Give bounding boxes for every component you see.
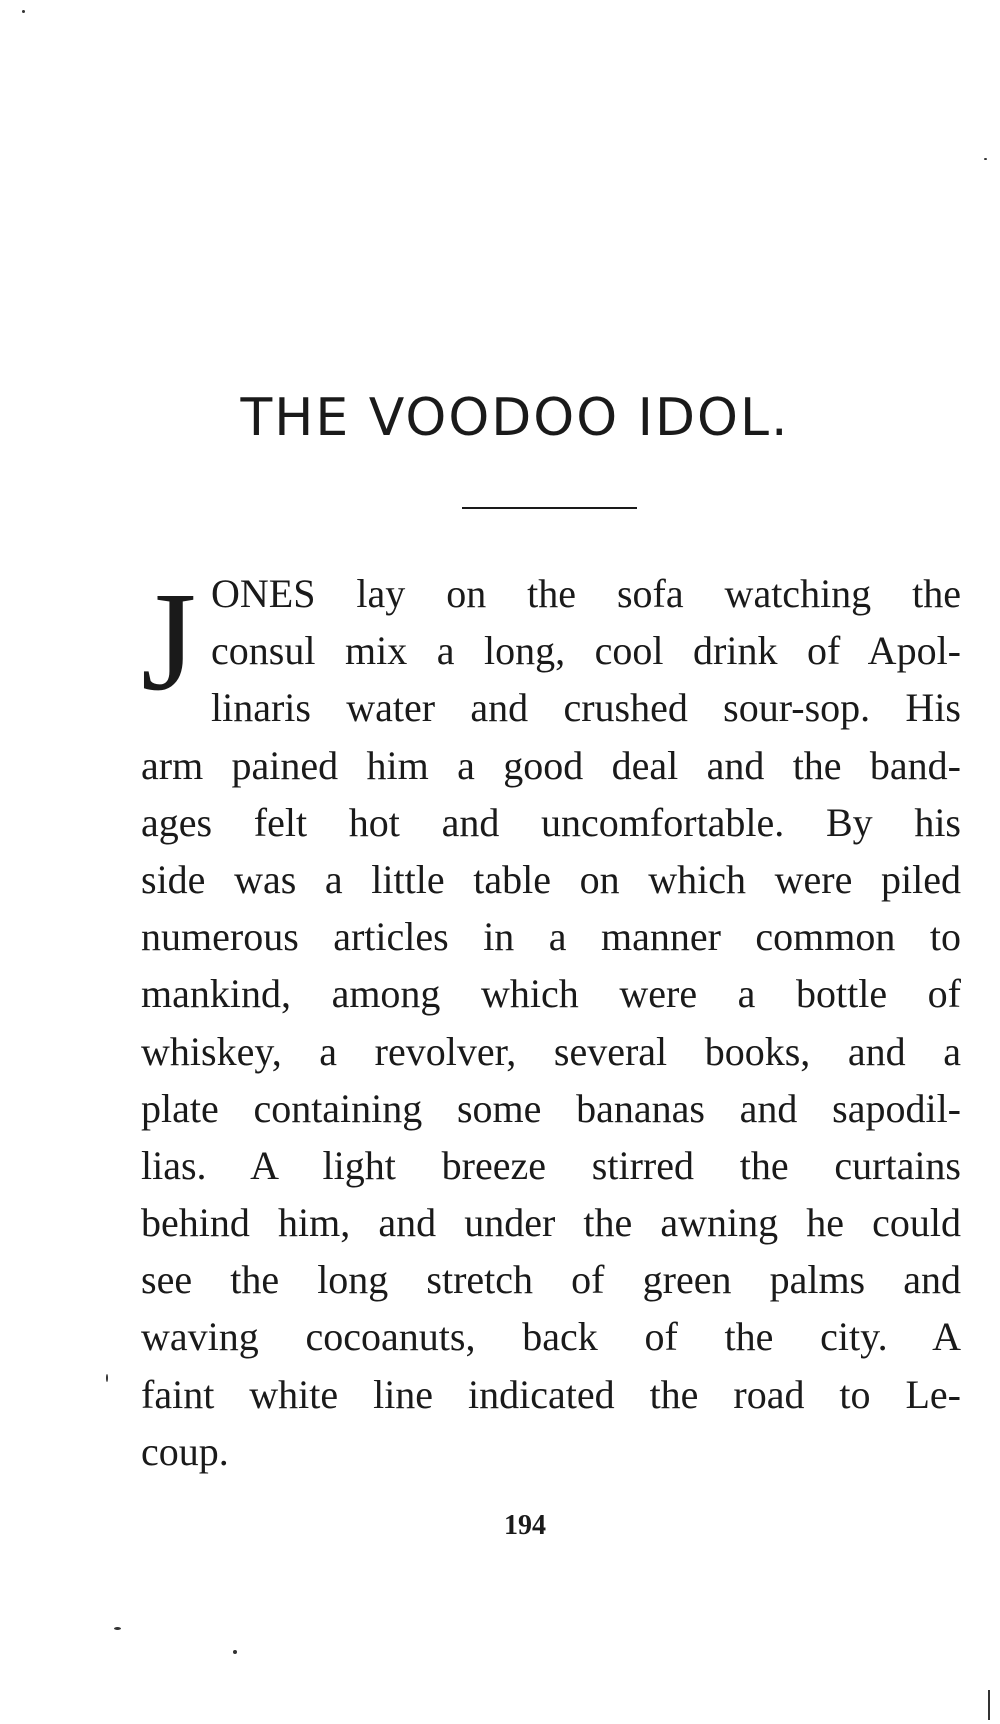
title-divider xyxy=(462,507,637,509)
body-line: side was a little table on which were piled xyxy=(141,856,961,902)
body-line: behind him, and under the awning he could xyxy=(141,1200,961,1246)
body-line: ages felt hot and uncomfortable. By his xyxy=(141,799,961,845)
drop-cap: J xyxy=(141,562,197,720)
scan-speck xyxy=(233,1650,237,1654)
body-line: mankind, among which were a bottle of xyxy=(141,971,961,1017)
scan-speck xyxy=(22,10,25,13)
body-line: arm pained him a good deal and the band- xyxy=(141,742,961,788)
page-number: 194 xyxy=(504,1510,546,1541)
body-line: waving cocoanuts, back of the city. A xyxy=(141,1314,961,1360)
body-line: consul mix a long, cool drink of Apol- xyxy=(211,628,961,674)
body-line: whiskey, a revolver, several books, and a xyxy=(141,1028,961,1074)
body-line: linaris water and crushed sour-sop. His xyxy=(211,685,961,731)
scan-speck xyxy=(114,1627,121,1630)
body-line: faint white line indicated the road to Le- xyxy=(141,1371,961,1417)
body-line: lias. A light breeze stirred the curtains xyxy=(141,1142,961,1188)
scan-speck xyxy=(988,1690,990,1720)
chapter-title: THE VOODOO IDOL. xyxy=(240,388,790,448)
body-line: coup. xyxy=(141,1428,229,1474)
body-line: see the long stretch of green palms and xyxy=(141,1257,961,1303)
body-line: numerous articles in a manner common to xyxy=(141,914,961,960)
scan-speck xyxy=(106,1374,108,1382)
body-line: ONES lay on the sofa watching the xyxy=(211,571,961,616)
scan-speck xyxy=(984,158,987,160)
body-line: plate containing some bananas and sapodil- xyxy=(141,1085,961,1131)
chapter-body xyxy=(141,562,961,1480)
